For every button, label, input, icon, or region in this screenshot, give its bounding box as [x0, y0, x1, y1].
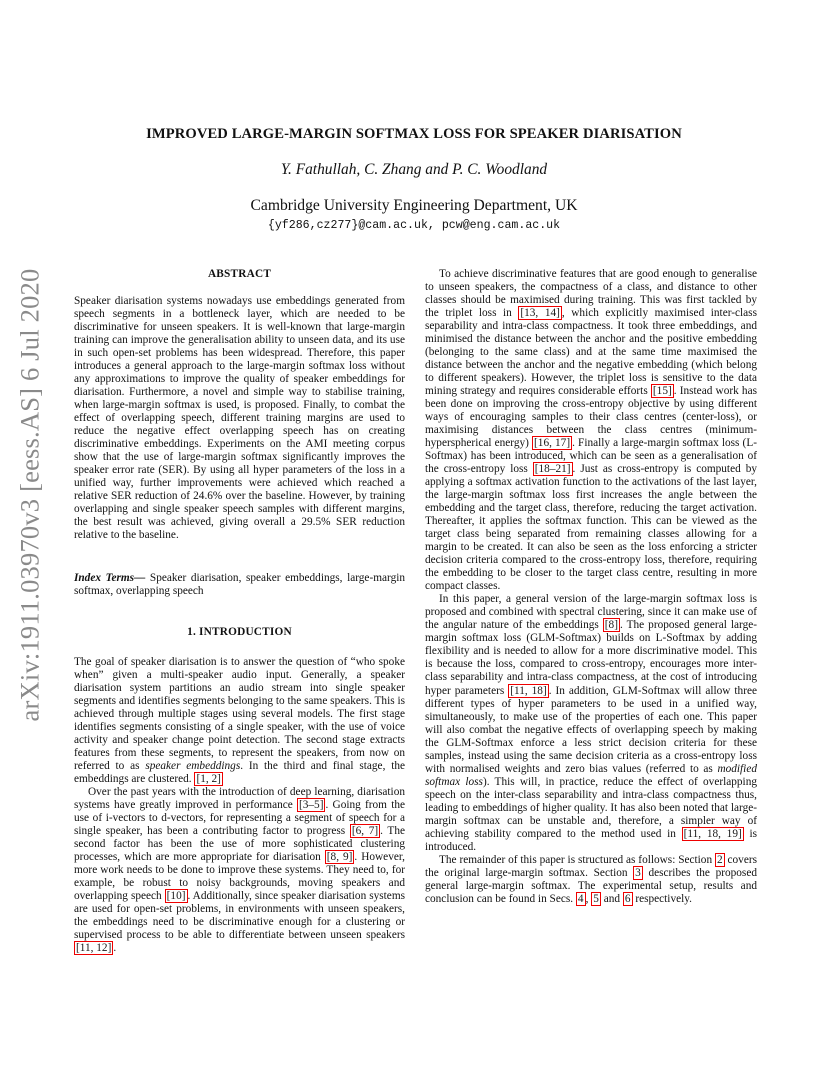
intro-paragraph-4: In this paper, a general version of the large-margin softmax loss is proposed and combined with spectral clustering, since it can make use of the angular nature of the embeddings [8] . The proposed general large-margin softmax loss (GLM-Softmax) builds on L-Softmax by adding flexibility and is needed to allow for a more discriminative model. This is because the loss, compared to cross-entropy, encourages more inter-class separability and intra-class compactness, at the cost of introducing hyper parameters [11, 18] . In addition, GLM-Softmax will allow three different types of hyper parameters to be used in a unified way, simultaneously, to make use of the properties of each one. This paper will also combat the negative effects of overlapping speech by making the GLM-Softmax enforce a less strict decision criteria for these samples, instead using the same decision criteria as a cross-entropy loss with normalised weights and zero bias values (referred to as modified softmax loss). This will, in practice, reduce the effect of overlapping speech on the inter-class separability and intra-class compactness thus, leading to embeddings of higher quality. It has also been noted that large-margin softmax can be unstable and, therefore, a simpler way of achieving stability compared to the method used in [11, 18, 19] is introduced.: [425, 593, 758, 853]
paper-email: {yf286,cz277}@cam.ac.uk, pcw@eng.cam.ac.uk: [267, 219, 561, 232]
citation-link[interactable]: [8]: [604, 619, 618, 632]
citation-link[interactable]: [18–21]: [534, 463, 571, 476]
paper-affiliation: Cambridge University Engineering Department, UK: [250, 197, 578, 214]
citation-link[interactable]: [6, 7]: [351, 825, 379, 838]
introduction-right-column: [425, 268, 757, 906]
section-link[interactable]: 6: [624, 892, 631, 905]
citation-link[interactable]: [16, 17]: [534, 437, 571, 450]
index-terms-label: Index Terms—: [74, 572, 146, 584]
abstract-heading: ABSTRACT: [207, 268, 272, 280]
citation-link[interactable]: [11, 12]: [76, 942, 112, 955]
index-terms-text: Speaker diarisation, speaker embeddings, large-margin softmax, overlapping speech: [74, 572, 406, 598]
abstract-text: Speaker diarisation systems nowadays use embeddings generated from speech segments in a bottleneck layer, which are needed to be discriminative for unseen speakers. It is well-known that large-margin training can improve the generalisation ability to unseen data, and its use in such open-set problems has been widespread. Therefore, this paper introduces a general approach to the large-margin softmax loss without any approximations to improve the quality of speaker embeddings for diarisation. Furthermore, a novel and simple way to stabilise training, when large-margin softmax is used, is proposed. Finally, to combat the effect of overlapping speech, different training margins are used to reduce the negative effect overlapping speech has on creating discriminative embeddings. Experiments on the AMI meeting corpus show that the use of large-margin softmax significantly improves the speaker error rate (SER). By using all hyper parameters of the loss in a unified way, further improvements were achieved which reached a relative SER reduction of 24.6% over the baseline. However, by training overlapping and single speaker speech samples with different margins, the best result was achieved, giving overall a 29.5% SER reduction relative to the baseline.: [74, 295, 405, 542]
intro-paragraph-1: The goal of speaker diarisation is to answer the question of “who spoke when” given a multi-speaker audio input. Generally, a speaker diarisation system partitions an audio stream into single speaker segments and identifies segments belonging to the same speakers. This is achieved through multiple stages using several models. The first stage identifies segments consisting of a single speaker, with the use of voice activity and speaker change point detection. The second stage extracts features from these segments, to represent the speakers, from now on referred to as speaker embeddings. In the third and final stage, the embeddings are clustered. [1, 2]: [74, 656, 405, 786]
section-link[interactable]: 5: [593, 892, 599, 905]
paper-authors: Y. Fathullah, C. Zhang and P. C. Woodland: [280, 161, 548, 178]
citation-link[interactable]: [8, 9]: [326, 851, 353, 864]
citation-link[interactable]: [3–5]: [299, 799, 324, 812]
citation-link[interactable]: [15]: [652, 385, 672, 398]
introduction-heading: 1. INTRODUCTION: [187, 626, 292, 638]
index-terms: [74, 572, 405, 598]
citation-link[interactable]: [13, 14]: [520, 307, 560, 320]
citation-link[interactable]: [10]: [166, 890, 186, 903]
section-link[interactable]: 4: [577, 892, 584, 905]
paper-title: IMPROVED LARGE-MARGIN SOFTMAX LOSS FOR SPEAKER DIARISATION: [146, 126, 682, 142]
arxiv-identifier[interactable]: arXiv:1911.03970v3 [eess.AS] 6 Jul 2020: [14, 268, 45, 722]
intro-paragraph-3: To achieve discriminative features that are good enough to generalise to unseen speakers, the compactness of a class, and distance to other classes should be maximised during training. This was first tackled by the triplet loss in [13, 14] , which explicitly maximised inter-class separability and intra-class compactness. It took three embeddings, and minimised the distance between the anchor and the positive embedding (belonging to the same class) and at the same time maximised the distance between the anchor and the negative embedding (which belong to different speakers). However, the triplet loss is sensitive to the data mining strategy and requires considerable efforts [15] . Instead work has been done on improving the cross-entropy objective by using different ways of encouraging samples to their class centres (center-loss), or maximising distances between the class centres (minimum-hyperspherical energy) [16, 17] . Finally a large-margin softmax loss (L-Softmax) has been introduced, which can be seen as a generalisation of the cross-entropy loss [18–21] . Just as cross-entropy is computed by applying a softmax activation function to the activations of the last layer, the large-margin softmax loss first increases the angle between the embedding and the target class, therefore, reducing the target activation. Thereafter, it applies the softmax function. This can be viewed as the target class being separated from remaining classes allowing for a margin to be created. It can also be seen as the loss enforcing a stricter decision criteria compared to the cross-entropy loss, therefore, requiring the embedding to be closer to the target class centre, resulting in more compact classes.: [425, 268, 757, 593]
intro-paragraph-2: Over the past years with the introduction of deep learning, diarisation systems have greatly improved in performance [3–5] . Going from the use of i-vectors to d-vectors, for representing a segment of speech for a single speaker, has been a contributing factor to progress [6, 7] . The second factor has been the use of more sophisticated clustering processes, which are more appropriate for diarisation [8, 9] . However, more work needs to be done to improve these systems. They need to, for example, be robust to noisy backgrounds, moving speakers and overlapping speech [10] . Additionally, since speaker diarisation systems are used for open-set problems, in environments with unseen speakers, the embeddings need to be discriminative enough for a clustering or supervised process to be able to differentiate between unseen speakers [11, 12] .: [74, 786, 405, 955]
citation-link[interactable]: [11, 18]: [510, 684, 547, 697]
citation-link[interactable]: [11, 18, 19]: [683, 827, 742, 840]
intro-paragraph-5: The remainder of this paper is structured as follows: Section 2 covers the original large-margin softmax. Section 3 describes the proposed general large-margin softmax. The experimental setup, results and conclusion can be found in Secs. 4 , 5 and 6 respectively.: [425, 853, 758, 905]
introduction-left-column: [74, 656, 405, 955]
section-link[interactable]: 3: [635, 866, 641, 879]
citation-link[interactable]: [1, 2]: [196, 773, 221, 786]
abstract-body: [74, 295, 405, 542]
arxiv-identifier-stamp: [6, 268, 54, 722]
section-link[interactable]: 2: [716, 853, 723, 866]
